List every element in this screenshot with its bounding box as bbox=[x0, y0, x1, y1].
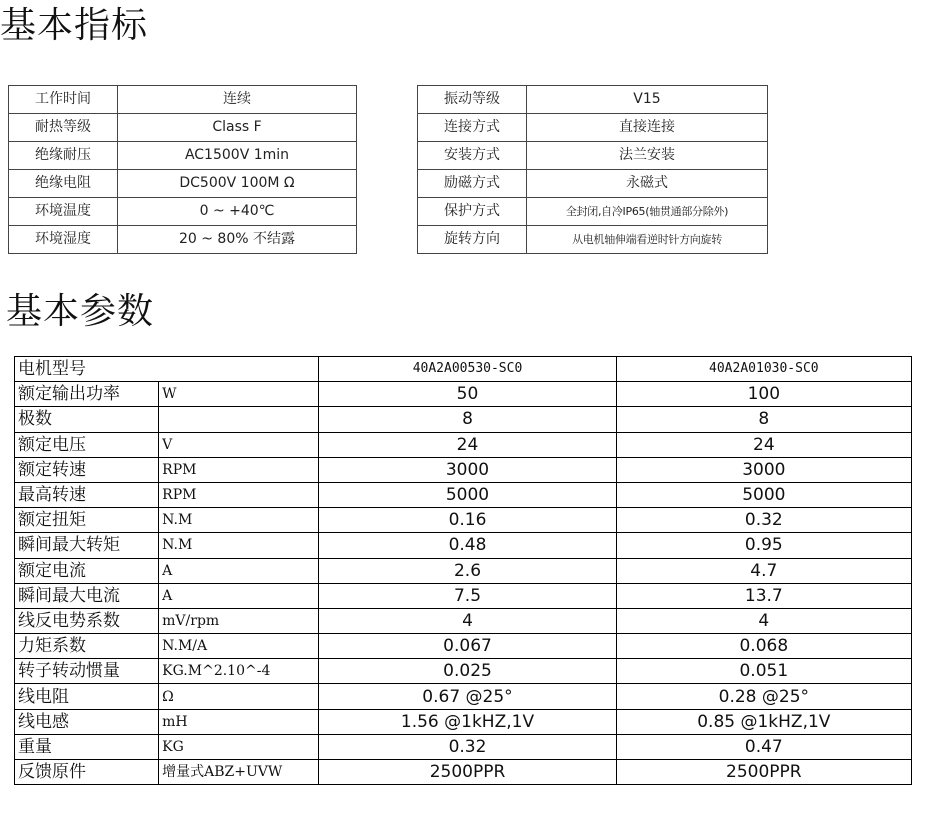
param-name: 瞬间最大电流 bbox=[15, 583, 159, 608]
table-row bbox=[15, 634, 912, 659]
param-unit: W bbox=[159, 382, 319, 407]
table-row bbox=[15, 760, 912, 785]
spec-key: 绝缘电阻 bbox=[9, 170, 118, 198]
param-value-model-2: 0.051 bbox=[616, 659, 911, 684]
param-value-model-2: 0.95 bbox=[616, 533, 911, 558]
param-value-model-1: 7.5 bbox=[319, 583, 616, 608]
spec-value: 从电机轴伸端看逆时针方向旋转 bbox=[527, 226, 768, 254]
table-row bbox=[15, 432, 912, 457]
spec-value: 全封闭,自冷IP65(轴贯通部分除外) bbox=[527, 198, 768, 226]
param-value-model-2: 24 bbox=[616, 432, 911, 457]
spec-row bbox=[418, 86, 768, 114]
param-value-model-2: 4 bbox=[616, 608, 911, 633]
param-name: 重量 bbox=[15, 734, 159, 759]
spec-value: V15 bbox=[527, 86, 768, 114]
spec-key: 环境湿度 bbox=[9, 226, 118, 254]
param-name: 线电阻 bbox=[15, 684, 159, 709]
param-value-model-2: 0.068 bbox=[616, 634, 911, 659]
param-unit: RPM bbox=[159, 482, 319, 507]
spec-row bbox=[9, 198, 357, 226]
param-unit: mH bbox=[159, 709, 319, 734]
spec-key: 绝缘耐压 bbox=[9, 142, 118, 170]
model-1-header: 40A2A00530-SC0 bbox=[319, 357, 616, 382]
param-value-model-2: 0.28 @25° bbox=[616, 684, 911, 709]
table-row bbox=[15, 608, 912, 633]
table-row bbox=[15, 533, 912, 558]
spec-key: 保护方式 bbox=[418, 198, 527, 226]
param-unit: A bbox=[159, 583, 319, 608]
specs-table-left bbox=[8, 85, 357, 254]
param-value-model-1: 0.48 bbox=[319, 533, 616, 558]
spec-value: 0 ~ +40℃ bbox=[118, 198, 357, 226]
param-value-model-2: 4.7 bbox=[616, 558, 911, 583]
table-row bbox=[15, 659, 912, 684]
param-name: 额定电压 bbox=[15, 432, 159, 457]
spec-key: 安装方式 bbox=[418, 142, 527, 170]
spec-row bbox=[418, 114, 768, 142]
spec-key: 旋转方向 bbox=[418, 226, 527, 254]
param-name: 反馈原件 bbox=[15, 760, 159, 785]
param-unit: N.M/A bbox=[159, 634, 319, 659]
spec-row bbox=[418, 142, 768, 170]
param-unit: N.M bbox=[159, 508, 319, 533]
param-value-model-1: 0.067 bbox=[319, 634, 616, 659]
param-value-model-2: 0.85 @1kHZ,1V bbox=[616, 709, 911, 734]
param-value-model-2: 0.32 bbox=[616, 508, 911, 533]
table-row bbox=[15, 508, 912, 533]
table-row bbox=[15, 558, 912, 583]
model-label: 电机型号 bbox=[15, 357, 319, 382]
param-name: 线电感 bbox=[15, 709, 159, 734]
spec-key: 工作时间 bbox=[9, 86, 118, 114]
param-value-model-2: 2500PPR bbox=[616, 760, 911, 785]
table-row bbox=[15, 482, 912, 507]
spec-row bbox=[418, 198, 768, 226]
param-value-model-1: 8 bbox=[319, 407, 616, 432]
spec-row bbox=[9, 170, 357, 198]
param-unit: N.M bbox=[159, 533, 319, 558]
table-row bbox=[15, 684, 912, 709]
spec-value: 法兰安装 bbox=[527, 142, 768, 170]
specs-table-right bbox=[417, 85, 768, 254]
param-value-model-2: 13.7 bbox=[616, 583, 911, 608]
spec-row bbox=[9, 226, 357, 254]
spec-key: 励磁方式 bbox=[418, 170, 527, 198]
spec-key: 耐热等级 bbox=[9, 114, 118, 142]
table-row bbox=[15, 457, 912, 482]
param-unit: RPM bbox=[159, 457, 319, 482]
table-row bbox=[15, 583, 912, 608]
param-unit: KG.M^2.10^-4 bbox=[159, 659, 319, 684]
param-unit bbox=[159, 407, 319, 432]
param-value-model-1: 0.16 bbox=[319, 508, 616, 533]
param-unit: A bbox=[159, 558, 319, 583]
param-name: 额定电流 bbox=[15, 558, 159, 583]
spec-value: DC500V 100M Ω bbox=[118, 170, 357, 198]
param-name: 额定转速 bbox=[15, 457, 159, 482]
spec-value: 直接连接 bbox=[527, 114, 768, 142]
param-value-model-1: 5000 bbox=[319, 482, 616, 507]
param-name: 转子转动惯量 bbox=[15, 659, 159, 684]
spec-row bbox=[418, 170, 768, 198]
params-table bbox=[14, 356, 912, 785]
spec-value: AC1500V 1min bbox=[118, 142, 357, 170]
param-value-model-1: 2500PPR bbox=[319, 760, 616, 785]
param-unit: Ω bbox=[159, 684, 319, 709]
param-unit: mV/rpm bbox=[159, 608, 319, 633]
param-name: 极数 bbox=[15, 407, 159, 432]
table-row bbox=[15, 734, 912, 759]
spec-value: 20 ~ 80% 不结露 bbox=[118, 226, 357, 254]
spec-row bbox=[9, 114, 357, 142]
param-value-model-1: 4 bbox=[319, 608, 616, 633]
param-value-model-1: 2.6 bbox=[319, 558, 616, 583]
param-value-model-1: 24 bbox=[319, 432, 616, 457]
spec-key: 连接方式 bbox=[418, 114, 527, 142]
spec-key: 振动等级 bbox=[418, 86, 527, 114]
param-value-model-2: 8 bbox=[616, 407, 911, 432]
table-row bbox=[15, 382, 912, 407]
params-header-row bbox=[15, 357, 912, 382]
spec-row bbox=[9, 142, 357, 170]
param-value-model-1: 50 bbox=[319, 382, 616, 407]
spec-value: 永磁式 bbox=[527, 170, 768, 198]
param-value-model-2: 100 bbox=[616, 382, 911, 407]
param-value-model-1: 3000 bbox=[319, 457, 616, 482]
param-name: 额定扭矩 bbox=[15, 508, 159, 533]
section-title-basic-params: 基本参数 bbox=[6, 291, 155, 332]
param-value-model-1: 1.56 @1kHZ,1V bbox=[319, 709, 616, 734]
param-value-model-1: 0.025 bbox=[319, 659, 616, 684]
spec-row bbox=[418, 226, 768, 254]
spec-value: Class F bbox=[118, 114, 357, 142]
param-unit: KG bbox=[159, 734, 319, 759]
param-name: 瞬间最大转矩 bbox=[15, 533, 159, 558]
param-unit: 增量式ABZ+UVW bbox=[159, 760, 319, 785]
spec-row bbox=[9, 86, 357, 114]
param-name: 最高转速 bbox=[15, 482, 159, 507]
section-title-basic-specs: 基本指标 bbox=[0, 5, 149, 46]
table-row bbox=[15, 709, 912, 734]
param-value-model-2: 3000 bbox=[616, 457, 911, 482]
spec-key: 环境温度 bbox=[9, 198, 118, 226]
param-value-model-1: 0.67 @25° bbox=[319, 684, 616, 709]
model-2-header: 40A2A01030-SC0 bbox=[616, 357, 911, 382]
param-name: 线反电势系数 bbox=[15, 608, 159, 633]
spec-value: 连续 bbox=[118, 86, 357, 114]
table-row bbox=[15, 407, 912, 432]
param-name: 力矩系数 bbox=[15, 634, 159, 659]
param-name: 额定输出功率 bbox=[15, 382, 159, 407]
param-value-model-2: 0.47 bbox=[616, 734, 911, 759]
param-value-model-2: 5000 bbox=[616, 482, 911, 507]
param-value-model-1: 0.32 bbox=[319, 734, 616, 759]
param-unit: V bbox=[159, 432, 319, 457]
